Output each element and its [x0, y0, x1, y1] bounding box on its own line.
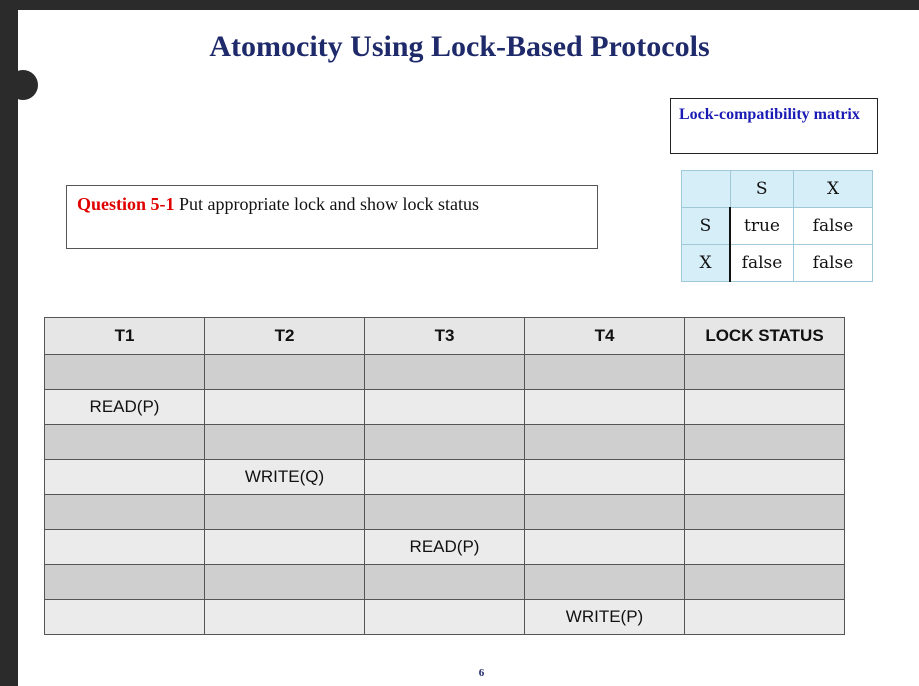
table-cell[interactable]	[45, 460, 205, 495]
question-text: Put appropriate lock and show lock status	[174, 194, 479, 214]
matrix-header-s: S	[730, 171, 794, 208]
matrix-cell: false	[730, 245, 794, 282]
table-cell[interactable]	[525, 460, 685, 495]
table-cell[interactable]	[525, 390, 685, 425]
table-cell[interactable]: WRITE(P)	[525, 600, 685, 635]
lock-status-cell[interactable]	[685, 390, 845, 425]
matrix-corner-cell	[682, 171, 731, 208]
lock-status-cell[interactable]	[685, 600, 845, 635]
table-cell[interactable]	[205, 355, 365, 390]
schedule-table	[44, 317, 845, 635]
lock-status-cell[interactable]	[685, 530, 845, 565]
table-row	[45, 530, 845, 565]
table-cell[interactable]	[205, 425, 365, 460]
slide-title: Atomocity Using Lock-Based Protocols	[209, 30, 710, 63]
matrix-cell: true	[730, 208, 794, 245]
table-cell[interactable]	[45, 495, 205, 530]
schedule-header-row	[45, 318, 845, 355]
question-box	[66, 185, 598, 249]
table-cell[interactable]	[365, 390, 525, 425]
table-cell[interactable]	[205, 530, 365, 565]
matrix-header-x: X	[794, 171, 873, 208]
table-row	[45, 390, 845, 425]
table-cell[interactable]	[205, 600, 365, 635]
matrix-row-x	[682, 245, 873, 282]
table-cell[interactable]	[205, 390, 365, 425]
table-cell[interactable]	[525, 530, 685, 565]
table-cell[interactable]	[365, 460, 525, 495]
table-cell[interactable]	[365, 565, 525, 600]
column-header-t4: T4	[525, 318, 685, 355]
table-cell[interactable]	[365, 495, 525, 530]
table-cell[interactable]	[525, 355, 685, 390]
table-cell[interactable]: READ(P)	[45, 390, 205, 425]
matrix-header-row	[682, 171, 873, 208]
lock-compatibility-matrix	[681, 170, 873, 282]
table-row	[45, 495, 845, 530]
lock-status-cell[interactable]	[685, 460, 845, 495]
table-row	[45, 565, 845, 600]
table-row	[45, 460, 845, 495]
table-cell[interactable]	[525, 495, 685, 530]
table-cell[interactable]	[205, 565, 365, 600]
lock-status-cell[interactable]	[685, 565, 845, 600]
table-cell[interactable]	[45, 530, 205, 565]
matrix-row-s	[682, 208, 873, 245]
matrix-row-label: S	[682, 208, 731, 245]
table-cell[interactable]	[45, 355, 205, 390]
slide-edge-marker	[8, 70, 38, 100]
lock-compatibility-label: Lock-compatibility matrix	[670, 98, 878, 154]
table-cell[interactable]: READ(P)	[365, 530, 525, 565]
matrix-cell: false	[794, 245, 873, 282]
matrix-row-label: X	[682, 245, 731, 282]
column-header-t2: T2	[205, 318, 365, 355]
table-cell[interactable]	[205, 495, 365, 530]
table-row	[45, 425, 845, 460]
matrix-cell: false	[794, 208, 873, 245]
question-number: Question 5-1	[77, 194, 175, 214]
table-cell[interactable]	[365, 355, 525, 390]
table-cell[interactable]	[365, 600, 525, 635]
table-cell[interactable]	[525, 425, 685, 460]
table-cell[interactable]	[525, 565, 685, 600]
lock-status-cell[interactable]	[685, 425, 845, 460]
page-number: 6	[478, 667, 485, 679]
table-row	[45, 600, 845, 635]
column-header-t1: T1	[45, 318, 205, 355]
lock-status-cell[interactable]	[685, 355, 845, 390]
table-cell[interactable]: WRITE(Q)	[205, 460, 365, 495]
table-row	[45, 355, 845, 390]
lock-status-cell[interactable]	[685, 495, 845, 530]
table-cell[interactable]	[45, 600, 205, 635]
table-cell[interactable]	[365, 425, 525, 460]
column-header-lock-status: LOCK STATUS	[685, 318, 845, 355]
table-cell[interactable]	[45, 565, 205, 600]
table-cell[interactable]	[45, 425, 205, 460]
column-header-t3: T3	[365, 318, 525, 355]
